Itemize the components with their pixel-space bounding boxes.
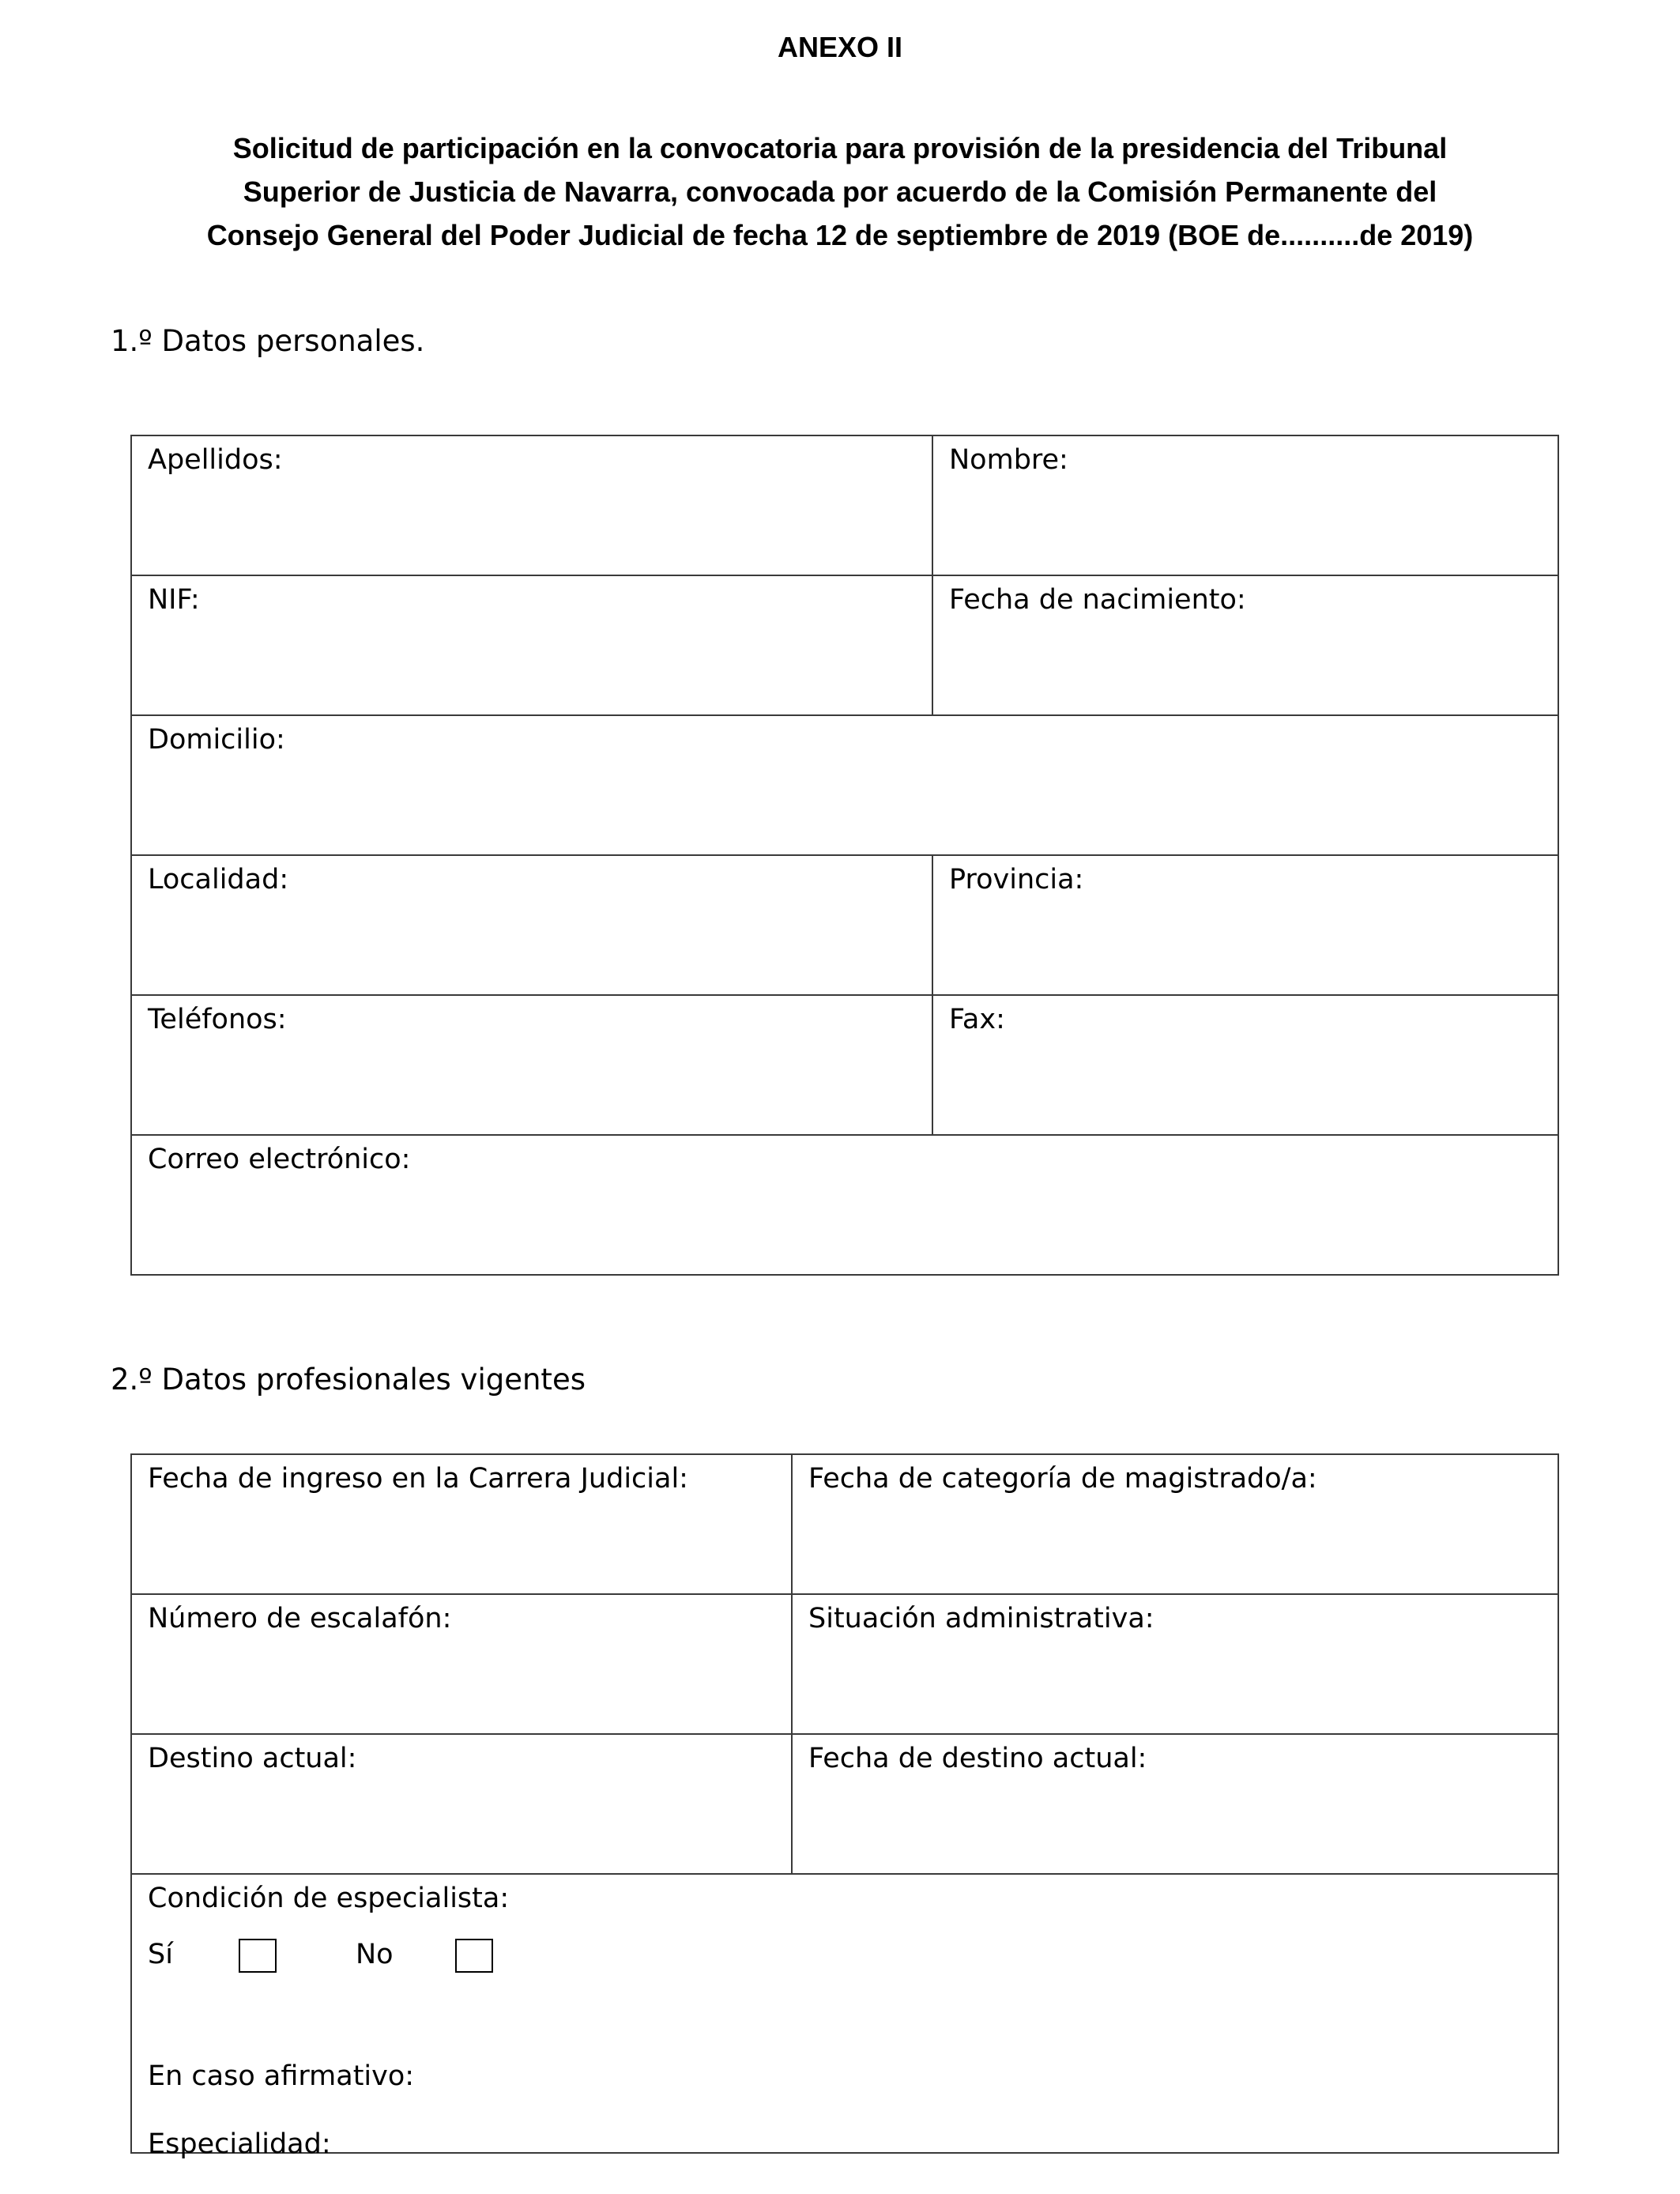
table-row: [131, 435, 1558, 575]
no-checkbox[interactable]: [455, 1939, 493, 1973]
correo-label: Correo electrónico:: [148, 1144, 411, 1175]
domicilio-field[interactable]: [131, 715, 1558, 855]
nombre-label: Nombre:: [949, 444, 1068, 476]
table-row: [131, 1734, 1558, 1874]
si-label: Sí: [148, 1939, 173, 1970]
table-row: [131, 715, 1558, 855]
telefonos-label: Teléfonos:: [148, 1004, 287, 1035]
table-row: [131, 1874, 1558, 2153]
fecha-categoria-field[interactable]: [792, 1454, 1558, 1594]
table-row: [131, 855, 1558, 995]
localidad-field[interactable]: [131, 855, 932, 995]
subtitle-line-3: Consejo General del Poder Judicial de fecha 12 de septiembre de 2019 (BOE de..........de 2019): [206, 219, 1474, 251]
domicilio-label: Domicilio:: [148, 724, 285, 756]
no-label: No: [356, 1939, 394, 1970]
fecha-nacimiento-field[interactable]: [932, 575, 1558, 715]
table-row: [131, 575, 1558, 715]
condicion-especialista-label: Condición de especialista:: [148, 1883, 510, 1914]
document-subtitle: [0, 126, 1680, 257]
numero-escalafon-label: Número de escalafón:: [148, 1603, 452, 1634]
fax-field[interactable]: [932, 995, 1558, 1135]
specialist-options: [132, 1929, 1558, 1985]
telefonos-field[interactable]: [131, 995, 932, 1135]
provincia-label: Provincia:: [949, 864, 1084, 895]
fecha-destino-label: Fecha de destino actual:: [808, 1743, 1147, 1774]
annex-title: ANEXO II: [777, 31, 903, 63]
fax-label: Fax:: [949, 1004, 1005, 1035]
destino-actual-field[interactable]: [131, 1734, 792, 1874]
subtitle-line-1: Solicitud de participación en la convocatoria para provisión de la presidencia del Tribunal: [232, 132, 1448, 164]
localidad-label: Localidad:: [148, 864, 289, 895]
table-row: [131, 1454, 1558, 1594]
apellidos-field[interactable]: [131, 435, 932, 575]
especialidad-label[interactable]: Especialidad:: [148, 2128, 331, 2160]
subtitle-line-2: Superior de Justicia de Navarra, convocada por acuerdo de la Comisión Permanente del: [243, 175, 1437, 208]
nif-label: NIF:: [148, 584, 200, 616]
caso-afirmativo-label: En caso afirmativo:: [148, 2060, 415, 2092]
apellidos-label: Apellidos:: [148, 444, 283, 476]
provincia-field[interactable]: [932, 855, 1558, 995]
fecha-nacimiento-label: Fecha de nacimiento:: [949, 584, 1246, 616]
situacion-administrativa-field[interactable]: [792, 1594, 1558, 1734]
table-row: [131, 1594, 1558, 1734]
correo-field[interactable]: [131, 1135, 1558, 1275]
section-personal-data-heading: 1.º Datos personales.: [111, 324, 425, 358]
especialista-section: [131, 1874, 1558, 2160]
fecha-categoria-label: Fecha de categoría de magistrado/a:: [808, 1463, 1317, 1495]
personal-data-table: [130, 435, 1559, 1276]
fecha-ingreso-field[interactable]: [131, 1454, 792, 1594]
table-row: [131, 995, 1558, 1135]
nombre-field[interactable]: [932, 435, 1558, 575]
nif-field[interactable]: [131, 575, 932, 715]
section-professional-data-heading: 2.º Datos profesionales vigentes: [111, 1363, 586, 1397]
professional-data-table: [130, 1453, 1559, 2160]
si-checkbox[interactable]: [239, 1939, 277, 1973]
table-row: [131, 1135, 1558, 1275]
destino-actual-label: Destino actual:: [148, 1743, 357, 1774]
fecha-ingreso-label: Fecha de ingreso en la Carrera Judicial:: [148, 1463, 688, 1495]
fecha-destino-field[interactable]: [792, 1734, 1558, 1874]
numero-escalafon-field[interactable]: [131, 1594, 792, 1734]
situacion-administrativa-label: Situación administrativa:: [808, 1603, 1155, 1634]
